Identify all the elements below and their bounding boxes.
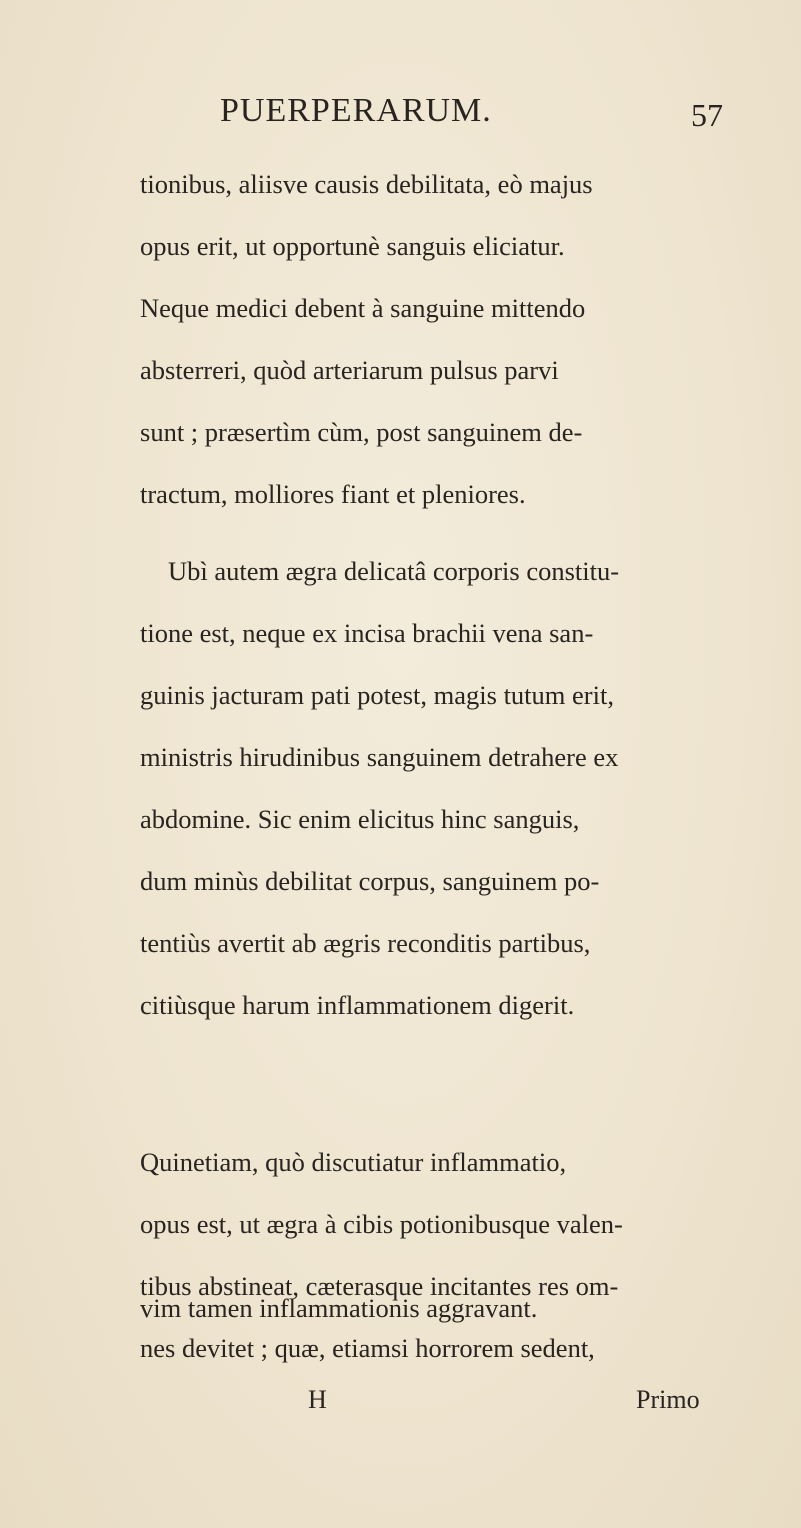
text-line [0,355,801,405]
line-text: absterreri, quòd arteriarum pulsus parvi [140,355,559,385]
text-line [0,231,801,281]
text-line [0,1209,801,1259]
line-text: vim tamen inflammationis aggravant. [140,1293,538,1323]
text-line [0,556,801,606]
line-text: abdomine. Sic enim elicitus hinc sanguis, [140,804,580,834]
line-text: citiùsque harum inflammationem digerit. [140,990,575,1020]
text-line [0,618,801,668]
line-text: guinis jacturam pati potest, magis tutum erit, [140,680,614,710]
line-text: Neque medici debent à sanguine mittendo [140,293,586,323]
text-line [0,1147,801,1197]
page-number: 57 [691,97,723,133]
text-line [0,169,801,219]
catchword: Primo [636,1385,700,1414]
line-text: tibus abstineat, cæterasque incitantes res om- [140,1271,619,1301]
line-text: opus erit, ut opportunè sanguis eliciatur. [140,231,565,261]
line-text: Ubì autem ægra delicatâ corporis constitu- [168,556,620,586]
line-text: dum minùs debilitat corpus, sanguinem po- [140,866,600,896]
text-line [0,479,801,529]
text-line [0,742,801,792]
line-text: nes devitet ; quæ, etiamsi horrorem sedent, [140,1333,595,1363]
line-text: tentiùs avertit ab ægris reconditis partibus, [140,928,591,958]
text-line [0,990,801,1040]
line-text: tractum, molliores fiant et pleniores. [140,479,526,509]
line-text: opus est, ut ægra à cibis potionibusque valen- [140,1209,623,1239]
line-text: sunt ; præsertìm cùm, post sanguinem de- [140,417,583,447]
line-text: tionibus, aliisve causis debilitata, eò majus [140,169,593,199]
line-text: Quinetiam, quò discutiatur inflammatio, [140,1147,567,1177]
text-line [0,804,801,854]
line-text: ministris hirudinibus sanguinem detrahere ex [140,742,619,772]
text-line [0,866,801,916]
text-line [0,293,801,343]
text-line [0,928,801,978]
text-line [0,1293,801,1343]
text-line [0,680,801,730]
line-text: tione est, neque ex incisa brachii vena san- [140,618,594,648]
text-line [0,417,801,467]
signature: H [308,1385,327,1414]
running-head: PUERPERARUM. [220,92,492,129]
